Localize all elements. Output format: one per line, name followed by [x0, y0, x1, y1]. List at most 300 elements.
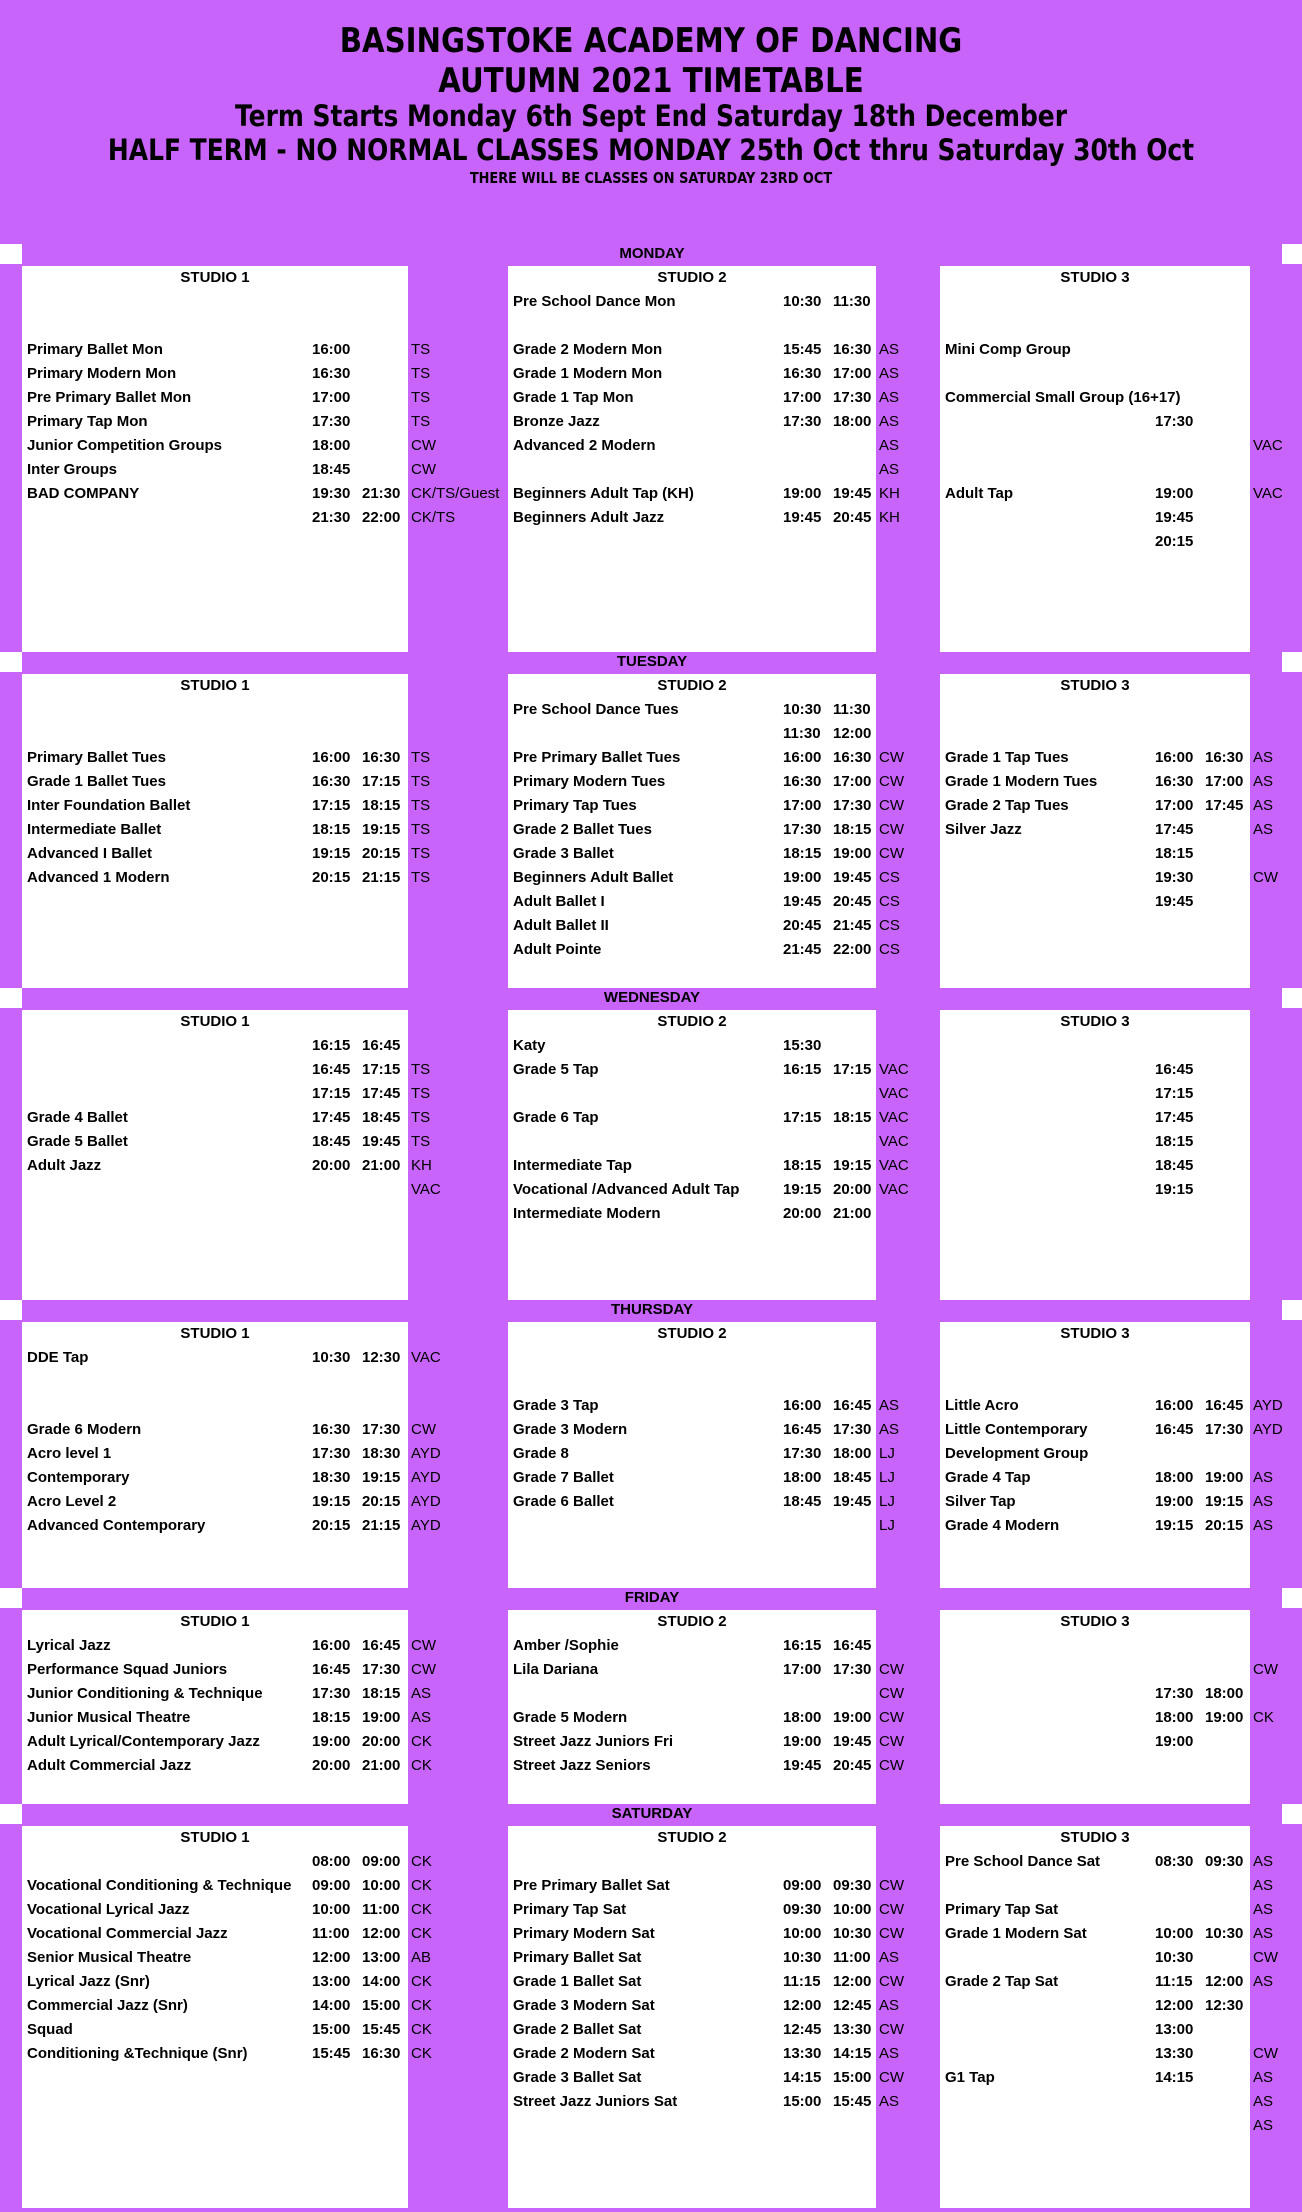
- start-time: 20:15: [312, 869, 351, 886]
- end-time: 18:00: [833, 413, 872, 430]
- class-name: Development Group: [945, 1445, 1089, 1462]
- day-section-friday: [0, 1588, 1302, 1804]
- class-name: Amber /Sophie: [513, 1637, 619, 1654]
- class-row: [940, 1994, 1250, 2018]
- class-name: Street Jazz Juniors Sat: [513, 2093, 678, 2110]
- end-time: 17:00: [833, 773, 872, 790]
- class-row: [22, 1034, 408, 1058]
- class-name: Primary Modern Sat: [513, 1925, 655, 1942]
- studio-3-column: [940, 1322, 1250, 1588]
- teacher-initials: AS: [1253, 1925, 1274, 1942]
- day-section-tuesday: [0, 652, 1302, 988]
- start-time: 19:15: [1155, 1517, 1194, 1534]
- class-row: [508, 890, 876, 914]
- class-row: [22, 818, 408, 842]
- end-time: 17:30: [1205, 1421, 1244, 1438]
- class-name: Pre School Dance Tues: [513, 701, 679, 718]
- teacher-initials: TS: [411, 1109, 431, 1126]
- start-time: 16:00: [783, 1397, 822, 1414]
- end-time: 10:30: [1205, 1925, 1244, 1942]
- teacher-initials: KH: [879, 509, 900, 526]
- class-row: [508, 770, 876, 794]
- start-time: 09:30: [783, 1901, 822, 1918]
- class-row: [508, 794, 876, 818]
- teacher-initials: KH: [411, 1157, 432, 1174]
- start-time: 18:15: [312, 1709, 351, 1726]
- teacher-initials: CW: [879, 845, 904, 862]
- start-time: 14:15: [1155, 2069, 1194, 2086]
- end-time: 17:15: [833, 1061, 872, 1078]
- teacher-initials: VAC: [879, 1085, 909, 1102]
- class-name: Grade 1 Tap Tues: [945, 749, 1069, 766]
- teacher-initials: AYD: [1253, 1397, 1283, 1414]
- start-time: 16:30: [783, 365, 822, 382]
- start-time: 08:00: [312, 1853, 351, 1870]
- start-time: 08:30: [1155, 1853, 1194, 1870]
- class-row: [508, 1154, 876, 1178]
- studio-3-column: [940, 674, 1250, 988]
- class-row: [940, 1514, 1250, 1538]
- class-row: [940, 1898, 1250, 1922]
- class-name: Adult Commercial Jazz: [27, 1757, 192, 1774]
- corner-block: [0, 1300, 22, 1320]
- teacher-initials: CW: [1253, 869, 1278, 886]
- class-row: [22, 1466, 408, 1490]
- class-row: [940, 866, 1250, 890]
- class-name: Grade 6 Ballet: [513, 1493, 614, 1510]
- start-time: 19:00: [1155, 1493, 1194, 1510]
- academy-title: BASINGSTOKE ACADEMY OF DANCING: [339, 21, 963, 61]
- teacher-initials: CW: [411, 437, 436, 454]
- class-name: Adult Jazz: [27, 1157, 102, 1174]
- class-name: Grade 3 Modern Sat: [513, 1997, 655, 2014]
- teacher-initials: CS: [879, 893, 900, 910]
- class-name: Adult Tap: [945, 485, 1014, 502]
- class-row: [940, 1874, 1250, 1898]
- teacher-initials: CW: [879, 2069, 904, 2086]
- end-time: 13:30: [833, 2021, 872, 2038]
- class-name: Grade 8: [513, 1445, 569, 1462]
- class-row: [508, 362, 876, 386]
- class-row: [508, 338, 876, 362]
- start-time: 16:15: [783, 1637, 822, 1654]
- teacher-initials: CW: [879, 1901, 904, 1918]
- start-time: 19:30: [1155, 869, 1194, 886]
- studio-1-column: [22, 674, 408, 988]
- class-row: [940, 794, 1250, 818]
- end-time: 17:30: [362, 1421, 401, 1438]
- end-time: 18:30: [362, 1445, 401, 1462]
- class-row: [940, 890, 1250, 914]
- class-row: [22, 1082, 408, 1106]
- teacher-initials: KH: [879, 485, 900, 502]
- start-time: 11:00: [312, 1925, 350, 1942]
- end-time: 21:30: [362, 485, 401, 502]
- class-name: Grade 2 Modern Sat: [513, 2045, 655, 2062]
- start-time: 18:00: [783, 1709, 822, 1726]
- start-time: 18:15: [312, 821, 351, 838]
- start-time: 19:00: [1155, 485, 1194, 502]
- class-name: Silver Tap: [945, 1493, 1016, 1510]
- class-name: Grade 2 Ballet Sat: [513, 2021, 642, 2038]
- end-time: 16:45: [362, 1637, 401, 1654]
- half-term-notice: HALF TERM - NO NORMAL CLASSES MONDAY 25th Oct thru Saturday 30th Oct: [107, 133, 1195, 167]
- teacher-initials: CW: [879, 1733, 904, 1750]
- end-time: 16:30: [1205, 749, 1244, 766]
- class-name: Pre Primary Ballet Tues: [513, 749, 681, 766]
- class-name: Acro Level 2: [27, 1493, 117, 1510]
- class-name: BAD COMPANY: [27, 485, 140, 502]
- class-name: Performance Squad Juniors: [27, 1661, 228, 1678]
- teacher-initials: TS: [411, 821, 431, 838]
- class-row: [22, 1730, 408, 1754]
- start-time: 17:30: [312, 413, 351, 430]
- class-row: [22, 2018, 408, 2042]
- start-time: 19:45: [783, 893, 822, 910]
- class-name: Katy: [513, 1037, 546, 1054]
- class-name: Grade 4 Tap: [945, 1469, 1031, 1486]
- teacher-initials: CK/TS: [411, 509, 456, 526]
- studio-heading: STUDIO 3: [1060, 677, 1130, 694]
- start-time: 16:00: [1155, 749, 1194, 766]
- class-name: Grade 1 Ballet Sat: [513, 1973, 642, 1990]
- end-time: 12:00: [1205, 1973, 1244, 1990]
- start-time: 09:00: [783, 1877, 822, 1894]
- end-time: 16:45: [833, 1637, 872, 1654]
- class-row: [940, 1730, 1250, 1754]
- studio-heading: STUDIO 3: [1060, 1013, 1130, 1030]
- class-row: [22, 506, 408, 530]
- class-name: Beginners Adult Ballet: [513, 869, 674, 886]
- class-row: [22, 1178, 408, 1202]
- end-time: 12:00: [833, 1973, 872, 1990]
- teacher-initials: CW: [1253, 1661, 1278, 1678]
- class-row: [22, 1874, 408, 1898]
- studio-heading: STUDIO 2: [657, 1325, 727, 1342]
- end-time: 18:00: [833, 1445, 872, 1462]
- day-section-saturday: [0, 1804, 1302, 2208]
- end-time: 17:30: [833, 389, 872, 406]
- class-name: Street Jazz Seniors: [513, 1757, 651, 1774]
- class-name: Inter Foundation Ballet: [27, 797, 191, 814]
- studio-3-column: [940, 266, 1250, 652]
- teacher-initials: CK: [411, 1853, 432, 1870]
- teacher-initials: VAC: [411, 1349, 441, 1366]
- class-name: Contemporary: [27, 1469, 130, 1486]
- teacher-initials: CW: [879, 797, 904, 814]
- end-time: 19:00: [1205, 1469, 1244, 1486]
- teacher-initials: AYD: [411, 1445, 441, 1462]
- class-name: Grade 7 Ballet: [513, 1469, 614, 1486]
- start-time: 15:00: [783, 2093, 822, 2110]
- start-time: 16:30: [1155, 773, 1194, 790]
- teacher-initials: AS: [1253, 1877, 1274, 1894]
- class-row: [508, 1130, 876, 1154]
- end-time: 15:45: [362, 2021, 401, 2038]
- end-time: 17:30: [362, 1661, 401, 1678]
- teacher-initials: TS: [411, 749, 431, 766]
- start-time: 20:15: [1155, 533, 1194, 550]
- class-row: [508, 1658, 876, 1682]
- teacher-initials: AYD: [411, 1517, 441, 1534]
- class-row: [940, 1490, 1250, 1514]
- teacher-initials: VAC: [879, 1061, 909, 1078]
- class-name: Primary Modern Mon: [27, 365, 177, 382]
- class-row: [940, 1466, 1250, 1490]
- teacher-initials: AS: [1253, 1853, 1274, 1870]
- class-row: [508, 506, 876, 530]
- class-row: [22, 1970, 408, 1994]
- class-row: [22, 1514, 408, 1538]
- teacher-initials: TS: [411, 389, 431, 406]
- start-time: 18:15: [1155, 1133, 1194, 1150]
- studio-heading: STUDIO 3: [1060, 269, 1130, 286]
- class-row: [940, 842, 1250, 866]
- class-name: Grade 2 Modern Mon: [513, 341, 663, 358]
- class-row: [508, 698, 876, 722]
- start-time: 18:15: [1155, 845, 1194, 862]
- teacher-initials: CK: [411, 1757, 432, 1774]
- teacher-initials: AS: [879, 1421, 900, 1438]
- start-time: 19:00: [783, 869, 822, 886]
- teacher-initials: AS: [1253, 1901, 1274, 1918]
- end-time: 21:45: [833, 917, 872, 934]
- start-time: 10:30: [783, 293, 822, 310]
- class-name: Intermediate Modern: [513, 1205, 661, 1222]
- end-time: 20:45: [833, 1757, 872, 1774]
- class-row: [22, 2042, 408, 2066]
- class-row: [22, 1418, 408, 1442]
- teacher-initials: LJ: [879, 1469, 895, 1486]
- term-dates: Term Starts Monday 6th Sept End Saturday 18th December: [234, 99, 1068, 133]
- teacher-initials: CK: [411, 1997, 432, 2014]
- class-name: Primary Tap Sat: [945, 1901, 1059, 1918]
- class-row: [940, 2066, 1250, 2090]
- end-time: 12:45: [833, 1997, 872, 2014]
- class-row: [22, 1682, 408, 1706]
- class-row: [508, 1442, 876, 1466]
- teacher-initials: AS: [1253, 1973, 1274, 1990]
- end-time: 21:15: [362, 1517, 401, 1534]
- class-row: [940, 2042, 1250, 2066]
- teacher-initials: AS: [1253, 821, 1274, 838]
- class-row: [508, 746, 876, 770]
- class-name: Grade 1 Ballet Tues: [27, 773, 166, 790]
- teacher-initials: AS: [879, 413, 900, 430]
- start-time: 12:00: [1155, 1997, 1194, 2014]
- day-section-monday: [0, 244, 1302, 652]
- end-time: 10:30: [833, 1925, 872, 1942]
- teacher-initials: AS: [1253, 1517, 1274, 1534]
- class-name: Advanced I Ballet: [27, 845, 153, 862]
- start-time: 20:15: [312, 1517, 351, 1534]
- class-row: [940, 1922, 1250, 1946]
- start-time: 17:30: [1155, 413, 1194, 430]
- class-name: Advanced 2 Modern: [513, 437, 656, 454]
- end-time: 20:15: [1205, 1517, 1244, 1534]
- start-time: 13:00: [1155, 2021, 1194, 2038]
- teacher-initials: AS: [411, 1685, 432, 1702]
- end-time: 20:00: [833, 1181, 872, 1198]
- class-name: Mini Comp Group: [945, 341, 1071, 358]
- day-label: THURSDAY: [22, 1300, 1282, 1320]
- class-row: [508, 722, 876, 746]
- corner-block: [0, 988, 22, 1008]
- class-row: [508, 938, 876, 962]
- studio-heading: STUDIO 3: [1060, 1613, 1130, 1630]
- class-row: [508, 1058, 876, 1082]
- end-time: 19:45: [833, 485, 872, 502]
- start-time: 19:15: [312, 845, 351, 862]
- class-name: Primary Ballet Sat: [513, 1949, 642, 1966]
- start-time: 16:00: [1155, 1397, 1194, 1414]
- start-time: 17:00: [783, 1661, 822, 1678]
- start-time: 17:30: [783, 413, 822, 430]
- class-row: [22, 842, 408, 866]
- end-time: 19:00: [362, 1709, 401, 1726]
- end-time: 09:00: [362, 1853, 401, 1870]
- class-name: Pre Primary Ballet Sat: [513, 1877, 670, 1894]
- start-time: 19:45: [1155, 893, 1194, 910]
- class-name: Grade 4 Ballet: [27, 1109, 128, 1126]
- class-name: Conditioning &Technique (Snr): [27, 2045, 248, 2062]
- start-time: 20:00: [312, 1157, 351, 1174]
- end-time: 16:45: [362, 1037, 401, 1054]
- studio-heading: STUDIO 3: [1060, 1829, 1130, 1846]
- end-time: 13:00: [362, 1949, 401, 1966]
- start-time: 10:30: [783, 1949, 822, 1966]
- start-time: 10:00: [783, 1925, 822, 1942]
- end-time: 10:00: [362, 1877, 401, 1894]
- class-name: Vocational Conditioning & Technique: [27, 1877, 292, 1894]
- teacher-initials: AS: [1253, 1469, 1274, 1486]
- class-row: [508, 290, 876, 314]
- end-time: 20:45: [833, 893, 872, 910]
- day-label: SATURDAY: [22, 1804, 1282, 1824]
- start-time: 16:45: [1155, 1421, 1194, 1438]
- teacher-initials: CW: [411, 1661, 436, 1678]
- start-time: 16:30: [312, 1421, 351, 1438]
- teacher-initials: AS: [879, 341, 900, 358]
- class-row: [508, 1106, 876, 1130]
- class-row: [508, 1706, 876, 1730]
- end-time: 17:45: [362, 1085, 401, 1102]
- end-time: 20:00: [362, 1733, 401, 1750]
- start-time: 19:15: [783, 1181, 822, 1198]
- end-time: 17:15: [362, 1061, 401, 1078]
- studio-1-column: [22, 266, 408, 652]
- start-time: 16:30: [312, 365, 351, 382]
- start-time: 11:30: [783, 725, 821, 742]
- class-row: [508, 482, 876, 506]
- teacher-initials: AS: [879, 389, 900, 406]
- teacher-initials: VAC: [1253, 437, 1283, 454]
- class-row: [508, 1178, 876, 1202]
- class-row: [508, 2090, 876, 2114]
- class-row: [22, 386, 408, 410]
- timetable-header: [0, 0, 1302, 244]
- day-label: MONDAY: [22, 244, 1282, 264]
- end-time: 18:45: [833, 1469, 872, 1486]
- teacher-initials: AS: [879, 2045, 900, 2062]
- class-row: [22, 482, 408, 506]
- class-name: Beginners Adult Jazz: [513, 509, 665, 526]
- start-time: 18:45: [312, 1133, 351, 1150]
- end-time: 16:30: [362, 2045, 401, 2062]
- class-name: Lyrical Jazz (Snr): [27, 1973, 150, 1990]
- studio-heading: STUDIO 1: [180, 1325, 250, 1342]
- class-row: [22, 458, 408, 482]
- class-row: [940, 818, 1250, 842]
- start-time: 13:30: [783, 2045, 822, 2062]
- class-row: [940, 1178, 1250, 1202]
- class-row: [22, 1634, 408, 1658]
- start-time: 19:45: [783, 1757, 822, 1774]
- teacher-initials: TS: [411, 365, 431, 382]
- class-row: [508, 1922, 876, 1946]
- end-time: 17:45: [1205, 797, 1244, 814]
- class-name: Silver Jazz: [945, 821, 1022, 838]
- class-name: Vocational Commercial Jazz: [27, 1925, 228, 1942]
- class-name: Grade 3 Ballet Sat: [513, 2069, 642, 2086]
- class-row: [508, 1682, 876, 1706]
- teacher-initials: AS: [1253, 2117, 1274, 2134]
- start-time: 17:00: [1155, 797, 1194, 814]
- start-time: 16:15: [312, 1037, 351, 1054]
- class-row: [22, 1850, 408, 1874]
- teacher-initials: TS: [411, 1133, 431, 1150]
- studio-heading: STUDIO 2: [657, 1829, 727, 1846]
- class-name: Grade 1 Modern Tues: [945, 773, 1098, 790]
- start-time: 17:30: [783, 821, 822, 838]
- end-time: 17:15: [362, 773, 401, 790]
- start-time: 18:00: [312, 437, 351, 454]
- start-time: 16:00: [312, 341, 351, 358]
- class-row: [940, 1058, 1250, 1082]
- end-time: 19:45: [833, 1493, 872, 1510]
- class-row: [508, 1418, 876, 1442]
- class-row: [940, 1970, 1250, 1994]
- class-row: [22, 1754, 408, 1778]
- class-row: [22, 794, 408, 818]
- start-time: 21:30: [312, 509, 351, 526]
- class-row: [22, 866, 408, 890]
- teacher-initials: AS: [1253, 773, 1274, 790]
- start-time: 19:45: [783, 509, 822, 526]
- start-time: 21:45: [783, 941, 822, 958]
- teacher-initials: CK: [411, 2045, 432, 2062]
- class-row: [508, 2018, 876, 2042]
- teacher-initials: CK: [411, 1877, 432, 1894]
- corner-block: [0, 244, 22, 264]
- class-row: [22, 1658, 408, 1682]
- class-name: Intermediate Tap: [513, 1157, 632, 1174]
- class-row: [508, 434, 876, 458]
- day-label: FRIDAY: [22, 1588, 1282, 1608]
- start-time: 10:00: [312, 1901, 351, 1918]
- class-row: [508, 1970, 876, 1994]
- studio-2-column: [508, 1322, 876, 1588]
- corner-block: [0, 652, 22, 672]
- teacher-initials: AS: [411, 1709, 432, 1726]
- class-name: Grade 2 Ballet Tues: [513, 821, 652, 838]
- end-time: 12:00: [833, 725, 872, 742]
- class-name: Primary Tap Sat: [513, 1901, 627, 1918]
- class-name: Commercial Small Group (16+17): [945, 389, 1181, 406]
- start-time: 17:15: [783, 1109, 822, 1126]
- start-time: 17:00: [783, 797, 822, 814]
- studio-heading: STUDIO 1: [180, 269, 250, 286]
